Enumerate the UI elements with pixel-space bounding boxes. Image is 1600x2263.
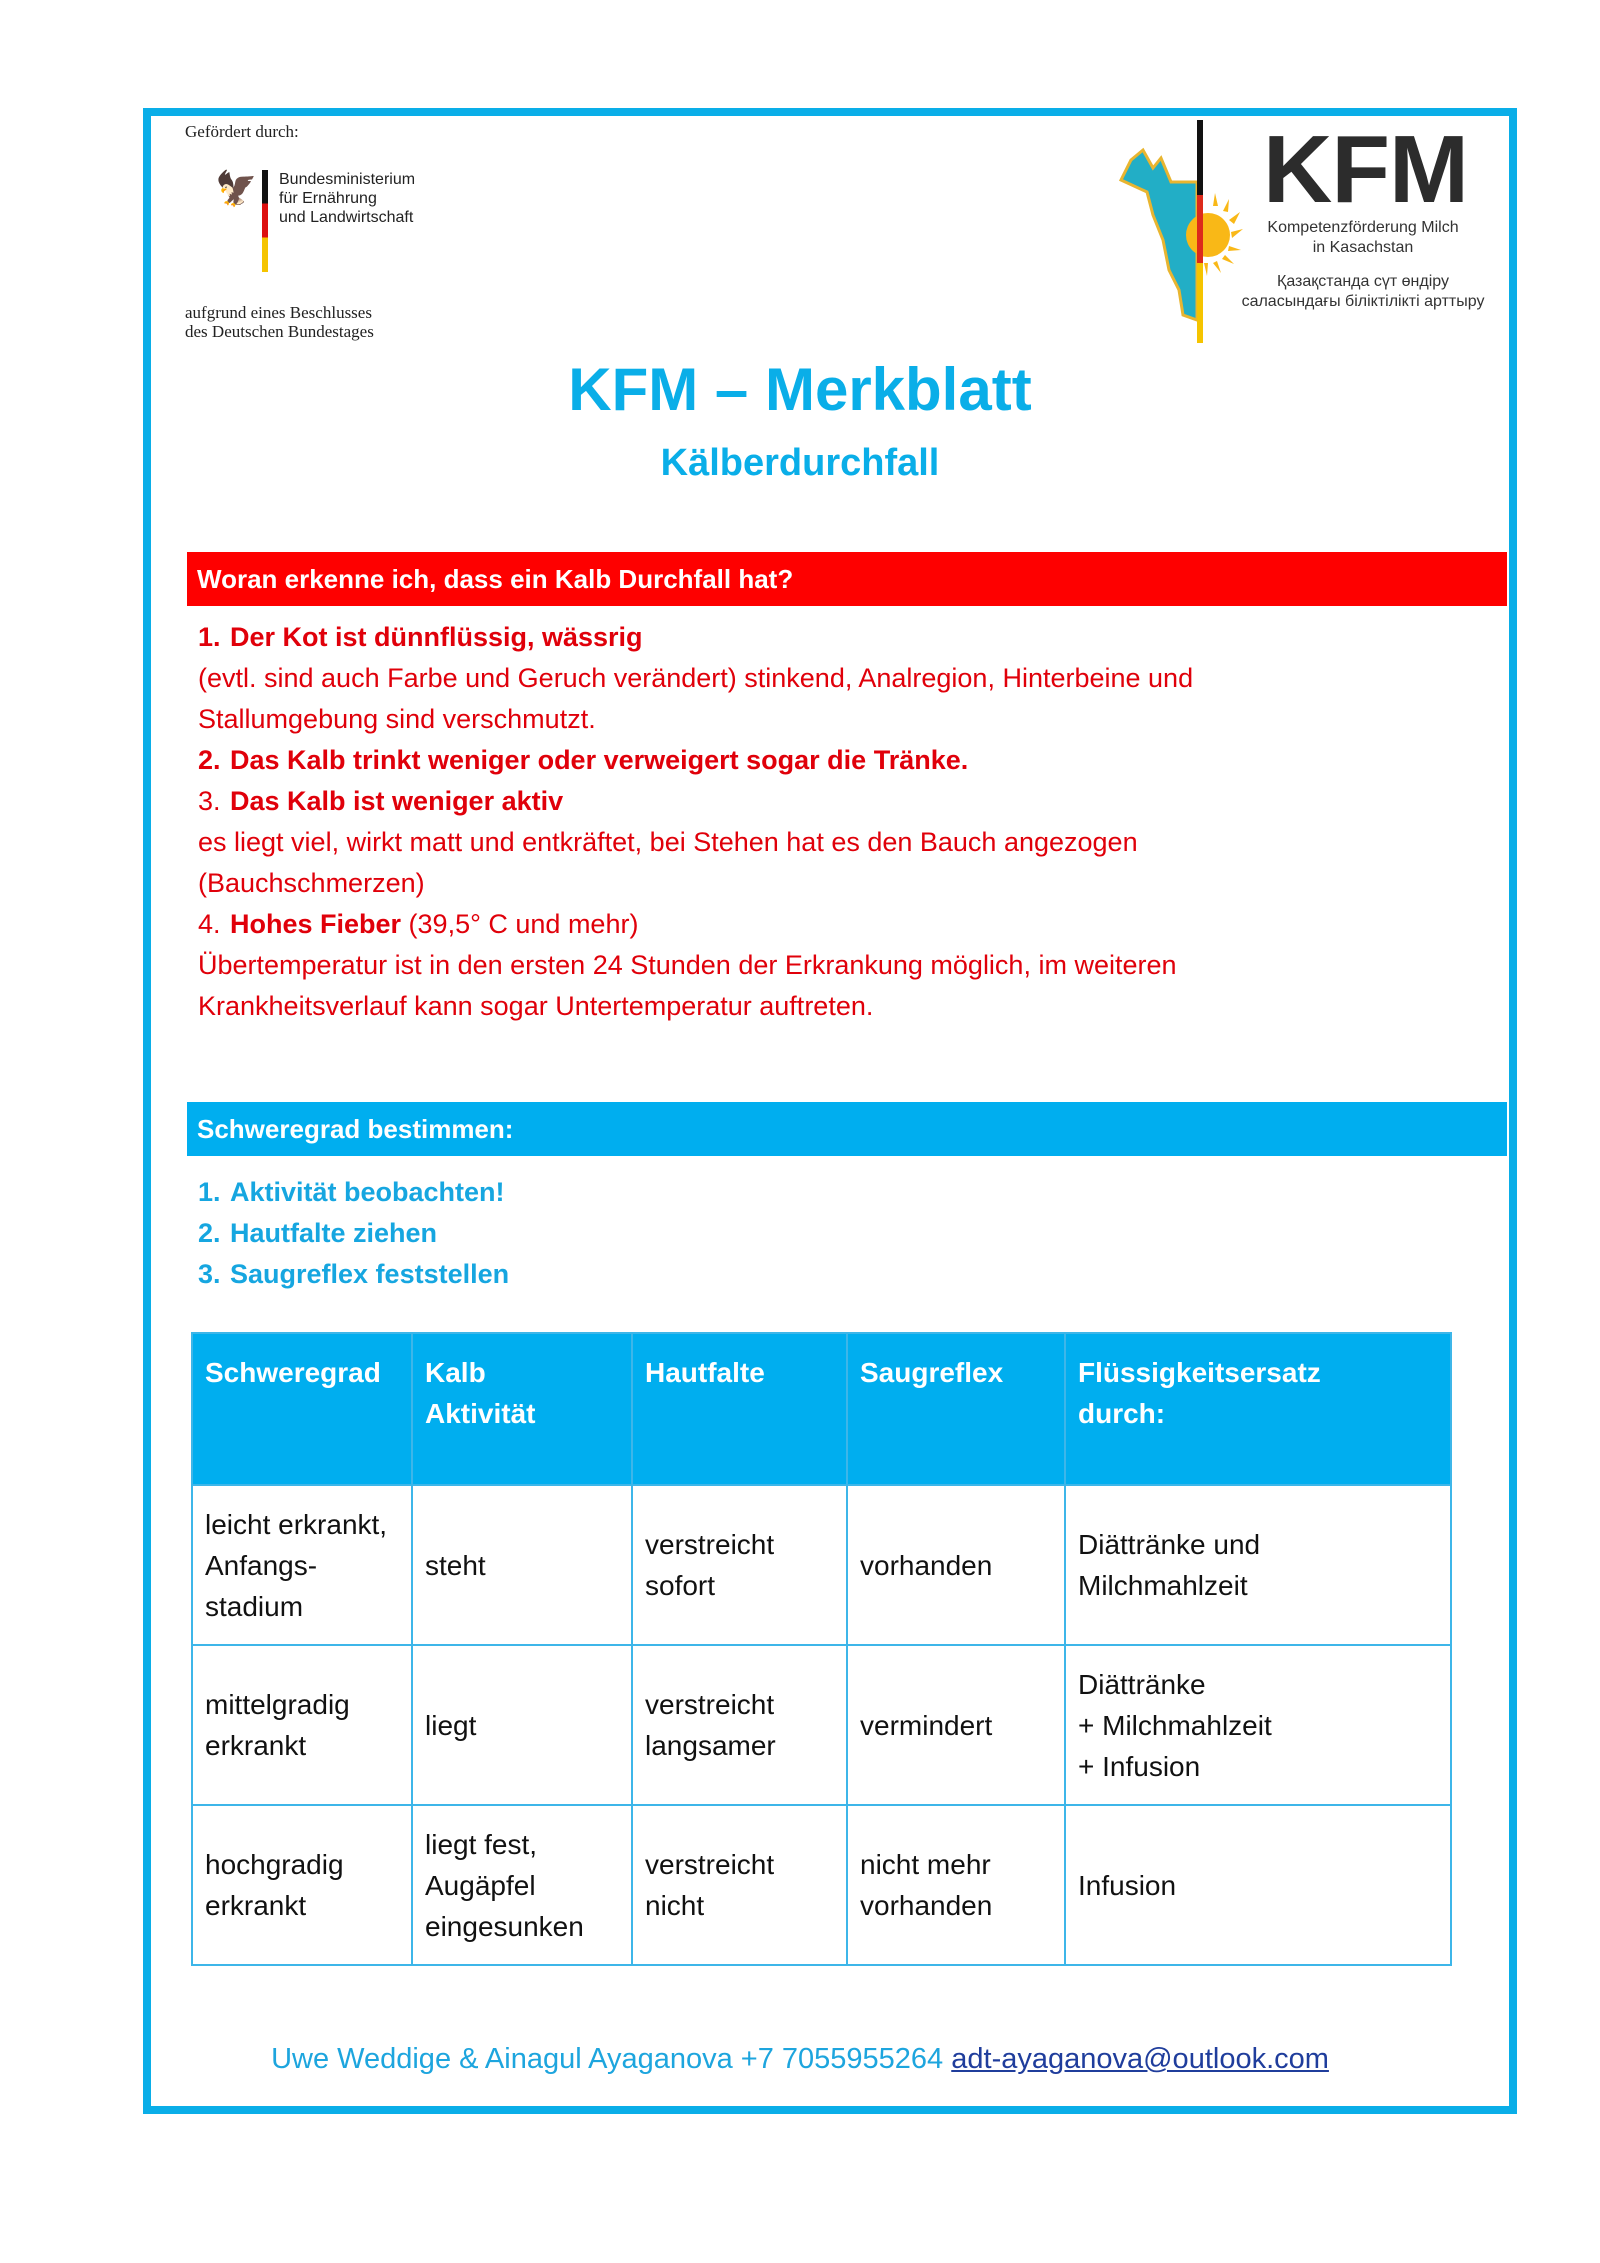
severity-heading: Schweregrad bestimmen:: [187, 1102, 1507, 1156]
symptom-item: 2. Das Kalb trinkt weniger oder verweigert sogar die Tränke.: [198, 740, 1498, 781]
federal-eagle-icon: 🦅: [215, 170, 258, 208]
header-kalb-aktivitaet: Kalb Aktivität: [412, 1333, 632, 1485]
cell-skinfold: verstreicht sofort: [632, 1485, 847, 1645]
cell-fluid-replacement: Infusion: [1065, 1805, 1451, 1965]
symptom-item: 4. Hohes Fieber (39,5° C und mehr) Übertemperatur ist in den ersten 24 Stunden der Erkrankung möglich, im weiteren Krankheitsverlauf kann sogar Untertemperatur auftreten.: [198, 909, 1177, 1021]
logo-subtitle-german: Kompetenzförderung Milch in Kasachstan: [1267, 219, 1459, 256]
symptom-title: Das Kalb ist weniger aktiv: [230, 786, 564, 816]
page-subtitle: Kälberdurchfall: [660, 442, 940, 484]
header-hautfalte: Hautfalte: [632, 1333, 847, 1485]
cell-activity: liegt: [412, 1645, 632, 1805]
cell-severity: hochgradig erkrankt: [192, 1805, 412, 1965]
severity-step: 2. Hautfalte ziehen: [198, 1218, 438, 1248]
footer-contact: [0, 2043, 1600, 2076]
cell-severity: mittelgradig erkrankt: [192, 1645, 412, 1805]
cell-activity: steht: [412, 1485, 632, 1645]
severity-step: 1. Aktivität beobachten!: [198, 1177, 505, 1207]
cell-sucking-reflex: vorhanden: [847, 1485, 1065, 1645]
bmel-logo: [215, 170, 455, 275]
cell-severity: leicht erkrankt, Anfangs- stadium: [192, 1485, 412, 1645]
cell-activity: liegt fest, Augäpfel eingesunken: [412, 1805, 632, 1965]
symptom-title: Der Kot ist dünnflüssig, wässrig: [230, 622, 643, 652]
header-fluessigkeitsersatz: Flüssigkeitsersatz durch:: [1065, 1333, 1451, 1485]
severity-steps: [198, 1172, 1498, 1295]
table-header-row: [192, 1333, 1451, 1485]
email-link[interactable]: adt-ayaganova@outlook.com: [951, 2043, 1329, 2075]
table-row: [192, 1805, 1451, 1965]
symptoms-list: [198, 617, 1498, 1027]
severity-table: [191, 1332, 1452, 1966]
symptom-title: Das Kalb trinkt weniger oder verweigert sogar die Tränke.: [230, 745, 969, 775]
cell-sucking-reflex: nicht mehr vorhanden: [847, 1805, 1065, 1965]
cell-fluid-replacement: Diättränke + Milchmahlzeit + Infusion: [1065, 1645, 1451, 1805]
header-schweregrad: Schweregrad: [192, 1333, 412, 1485]
bundestag-resolution: aufgrund eines Beschlusses des Deutschen Bundestages: [185, 303, 374, 341]
symptoms-heading: Woran erkenne ich, dass ein Kalb Durchfall hat?: [187, 552, 1507, 606]
logo-subtitle-kazakh: Қазақстанда сүт өндіру саласындағы біліктілікті арттыру: [1241, 273, 1485, 310]
cell-skinfold: verstreicht nicht: [632, 1805, 847, 1965]
cell-sucking-reflex: vermindert: [847, 1645, 1065, 1805]
contact-names-phone: Uwe Weddige & Ainagul Ayaganova +7 7055955264: [271, 2043, 944, 2075]
severity-step: 3. Saugreflex feststellen: [198, 1259, 510, 1289]
symptom-item: 1. Der Kot ist dünnflüssig, wässrig (evtl. sind auch Farbe und Geruch verändert) stinkend, Analregion, Hinterbeine und Stallumgebung sind verschmutzt.: [198, 617, 1498, 740]
header-saugreflex: Saugreflex: [847, 1333, 1065, 1485]
kfm-acronym: KFM: [1263, 116, 1468, 223]
funding-label: Gefördert durch:: [185, 122, 299, 141]
kfm-logo: [1113, 116, 1513, 345]
table-row: [192, 1485, 1451, 1645]
cell-fluid-replacement: Diättränke und Milchmahlzeit: [1065, 1485, 1451, 1645]
german-flag-bar: [262, 170, 268, 272]
page-title: KFM – Merkblatt: [568, 356, 1032, 423]
symptom-item: 3. Das Kalb ist weniger aktiv es liegt viel, wirkt matt und entkräftet, bei Stehen hat es den Bauch angezogen (Bauchschmerzen): [198, 781, 1498, 904]
ministry-name: Bundesministerium für Ernährung und Landwirtschaft: [279, 171, 416, 226]
table-row: [192, 1645, 1451, 1805]
symptom-title: Hohes Fieber: [230, 909, 402, 939]
cell-skinfold: verstreicht langsamer: [632, 1645, 847, 1805]
